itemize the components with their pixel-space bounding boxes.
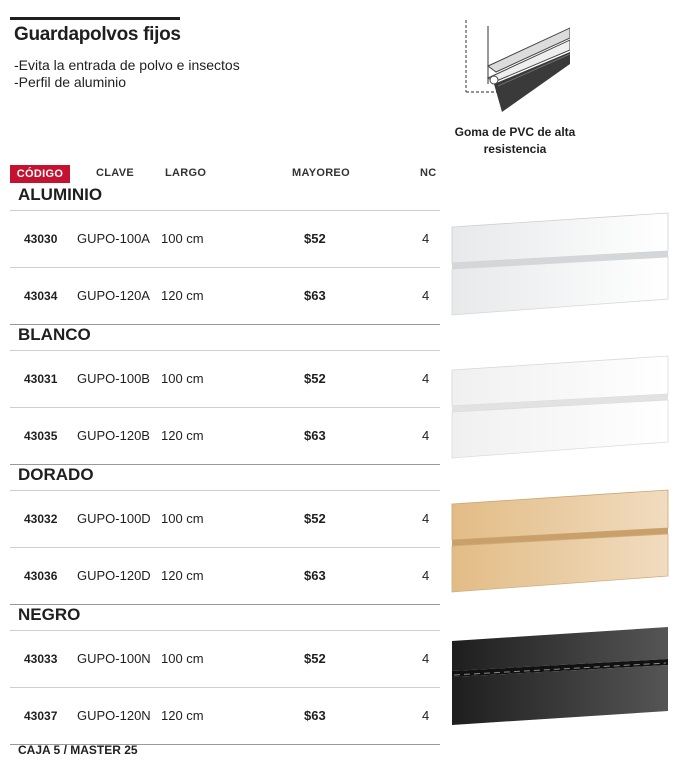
- section-negro: [10, 603, 440, 745]
- cell-code: 43037: [24, 709, 58, 723]
- cell-key: GUPO-100A: [77, 231, 150, 246]
- cell-nc: 4: [422, 371, 430, 386]
- cell-price: $52: [304, 371, 326, 386]
- cell-key: GUPO-120B: [77, 428, 150, 443]
- cell-nc: 4: [422, 428, 430, 443]
- cell-key: GUPO-100N: [77, 651, 151, 666]
- cell-nc: 4: [422, 568, 430, 583]
- cell-nc: 4: [422, 288, 430, 303]
- cell-key: GUPO-120A: [77, 288, 150, 303]
- feature-item: -Perfil de aluminio: [14, 74, 127, 90]
- cell-code: 43032: [24, 512, 58, 526]
- page-title: Guardapolvos fijos: [14, 24, 181, 45]
- cell-length: 120 cm: [161, 288, 204, 303]
- section-blanco: [10, 323, 440, 465]
- table-row: [10, 211, 440, 268]
- cell-length: 100 cm: [161, 511, 204, 526]
- table-header: [10, 165, 440, 183]
- table-row: [10, 351, 440, 408]
- door-sweep-diagram: [458, 20, 570, 116]
- table-row: [10, 688, 440, 745]
- cell-key: GUPO-120N: [77, 708, 151, 723]
- section-title: DORADO: [10, 463, 440, 491]
- table-row: [10, 408, 440, 465]
- cell-code: 43030: [24, 232, 58, 246]
- cell-code: 43036: [24, 569, 58, 583]
- cell-price: $63: [304, 708, 326, 723]
- caption-line: resistencia: [483, 142, 547, 156]
- feature-item: -Evita la entrada de polvo e insectos: [14, 57, 240, 73]
- cell-code: 43033: [24, 652, 58, 666]
- header-code: CÓDIGO: [10, 165, 70, 183]
- caption-line: Goma de PVC de alta: [454, 125, 576, 139]
- header-nc: NC: [420, 167, 437, 179]
- cell-price: $52: [304, 231, 326, 246]
- section-title: NEGRO: [10, 603, 440, 631]
- table-row: [10, 491, 440, 548]
- diagram-caption: [440, 124, 590, 158]
- cell-price: $63: [304, 288, 326, 303]
- cell-length: 100 cm: [161, 371, 204, 386]
- product-image-negro: [448, 621, 676, 731]
- header-price: MAYOREO: [292, 167, 350, 179]
- product-image-blanco: [448, 350, 676, 460]
- section-title: ALUMINIO: [10, 183, 440, 211]
- product-image-dorado: [448, 484, 676, 594]
- cell-code: 43035: [24, 429, 58, 443]
- header-key: CLAVE: [96, 167, 134, 179]
- cell-length: 120 cm: [161, 708, 204, 723]
- table-row: [10, 268, 440, 325]
- table-row: [10, 548, 440, 605]
- feature-list: [14, 57, 240, 91]
- cell-key: GUPO-120D: [77, 568, 151, 583]
- title-rule: [10, 17, 180, 20]
- cell-price: $52: [304, 511, 326, 526]
- cell-nc: 4: [422, 231, 430, 246]
- packaging-note: CAJA 5 / MASTER 25: [18, 743, 138, 757]
- cell-key: GUPO-100B: [77, 371, 150, 386]
- cell-length: 100 cm: [161, 651, 204, 666]
- cell-price: $52: [304, 651, 326, 666]
- section-title: BLANCO: [10, 323, 440, 351]
- cell-nc: 4: [422, 511, 430, 526]
- section-dorado: [10, 463, 440, 605]
- cell-price: $63: [304, 428, 326, 443]
- cell-code: 43034: [24, 289, 58, 303]
- section-aluminio: [10, 183, 440, 325]
- header-length: LARGO: [165, 167, 207, 179]
- cell-length: 100 cm: [161, 231, 204, 246]
- product-image-aluminio: [448, 207, 676, 317]
- cell-length: 120 cm: [161, 428, 204, 443]
- cell-price: $63: [304, 568, 326, 583]
- cell-length: 120 cm: [161, 568, 204, 583]
- cell-nc: 4: [422, 708, 430, 723]
- cell-code: 43031: [24, 372, 58, 386]
- cell-key: GUPO-100D: [77, 511, 151, 526]
- table-row: [10, 631, 440, 688]
- cell-nc: 4: [422, 651, 430, 666]
